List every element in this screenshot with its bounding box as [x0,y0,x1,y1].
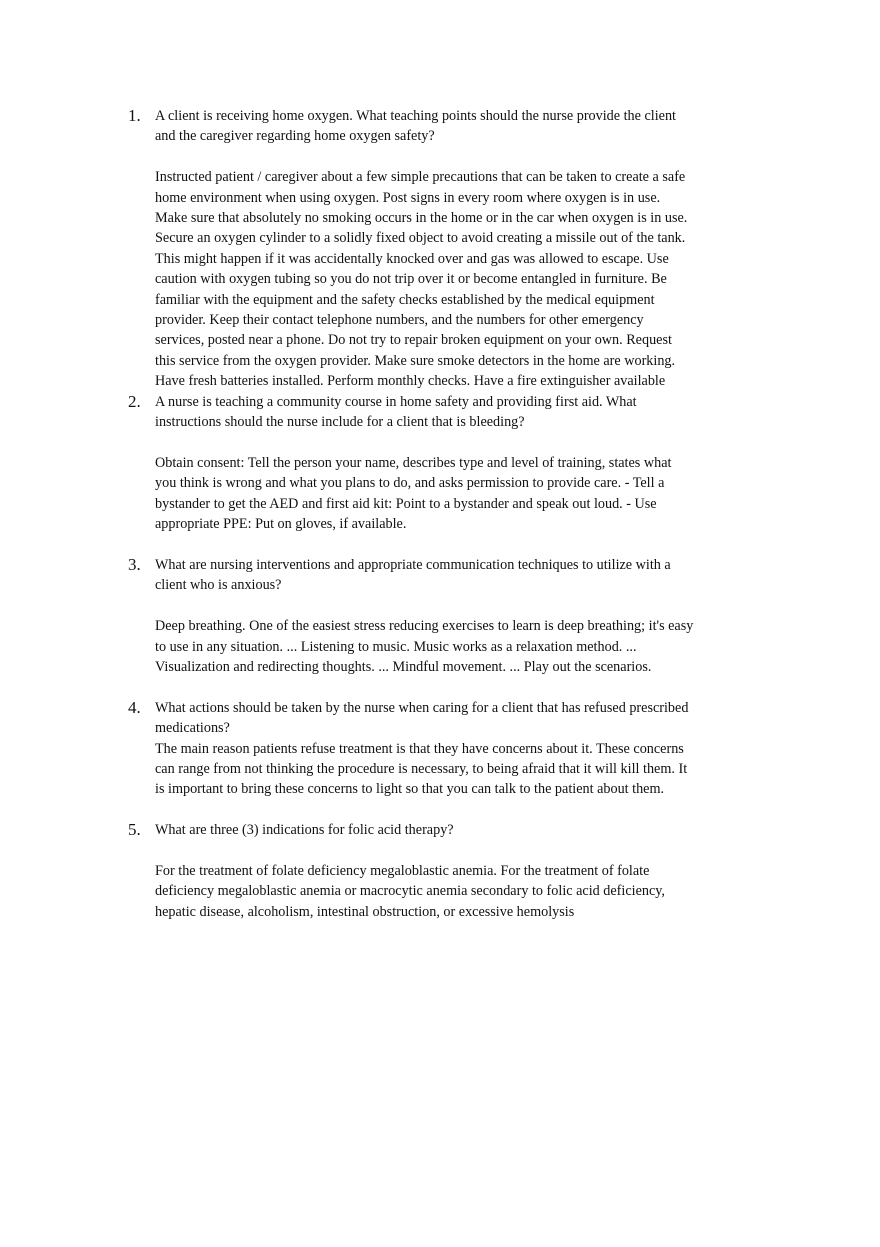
answer-text: For the treatment of folate deficiency megaloblastic anemia. For the treatment of folate deficiency megaloblastic anemia or macrocytic anemia secondary to folic acid deficiency, hepatic disease, alcoholism, intestinal obstruction, or excessive hemolysis [155,862,665,920]
answer-text: Obtain consent: Tell the person your name, describes type and level of training, states what you think is wrong and what you plans to do, and asks permission to provide care. - Tell a bystander to get the AED and first aid kit: Point to a bystander and speak out loud. - Use appropriate PPE: Put on gloves, if available. [155,454,672,533]
question-item-4 [0,698,880,820]
question-text: A client is receiving home oxygen. What teaching points should the nurse provide the client and the caregiver regarding home oxygen safety? [155,108,677,145]
question-list [0,106,880,922]
question-item-1 [0,106,880,392]
answer-text: Instructed patient / caregiver about a few simple precautions that can be taken to create a safe home environment when using oxygen. Post signs in every room where oxygen is in use. Make sure that absolutely no smoking occurs in the home or in the car when oxygen is in use. Secure an oxygen cylinder to a solidly fixed object to avoid creating a missile out of the tank. This might happen if it was accidentally knocked over and gas was allowed to escape. Use caution with oxygen tubing so you do not trip over it or become entangled in furniture. Be familiar with the equipment and the safety checks established by the medical equipment provider. Keep their contact telephone numbers, and the numbers for other emergency services, posted near a phone. Do not try to repair broken equipment on your own. Request this service from the oxygen provider. Make sure smoke detectors in the home are working. Have fresh batteries installed. Perform monthly checks. Have a fire extinguisher available [155,169,688,390]
question-number: 1. [128,106,141,125]
question-text: What actions should be taken by the nurse when caring for a client that has refused prescribed medications? [155,699,689,737]
answer-text: Deep breathing. One of the easiest stress reducing exercises to learn is deep breathing; it's easy to use in any situation. ... Listening to music. Music works as a relaxation method. ... Visualization and redirecting thoughts. ... Mindful movement. ... Play out the scenarios. [155,618,694,675]
question-item-5 [0,820,880,922]
question-item-2 [0,392,880,555]
question-number: 3. [128,554,141,574]
question-number: 5. [128,820,141,840]
question-text: A nurse is teaching a community course in home safety and providing first aid. What instructions should the nurse include for a client that is bleeding? [155,393,637,431]
question-text: What are three (3) indications for folic acid therapy? [155,822,454,839]
question-text: What are nursing interventions and appropriate communication techniques to utilize with a client who is anxious? [155,556,671,594]
answer-text: The main reason patients refuse treatment is that they have concerns about it. These concerns can range from not thinking the procedure is necessary, to being afraid that it will kill them. It is important to bring these concerns to light so that you can talk to the patient about them. [155,740,688,798]
question-number: 4. [128,697,141,717]
question-item-3 [0,555,880,698]
question-number: 2. [128,391,141,411]
